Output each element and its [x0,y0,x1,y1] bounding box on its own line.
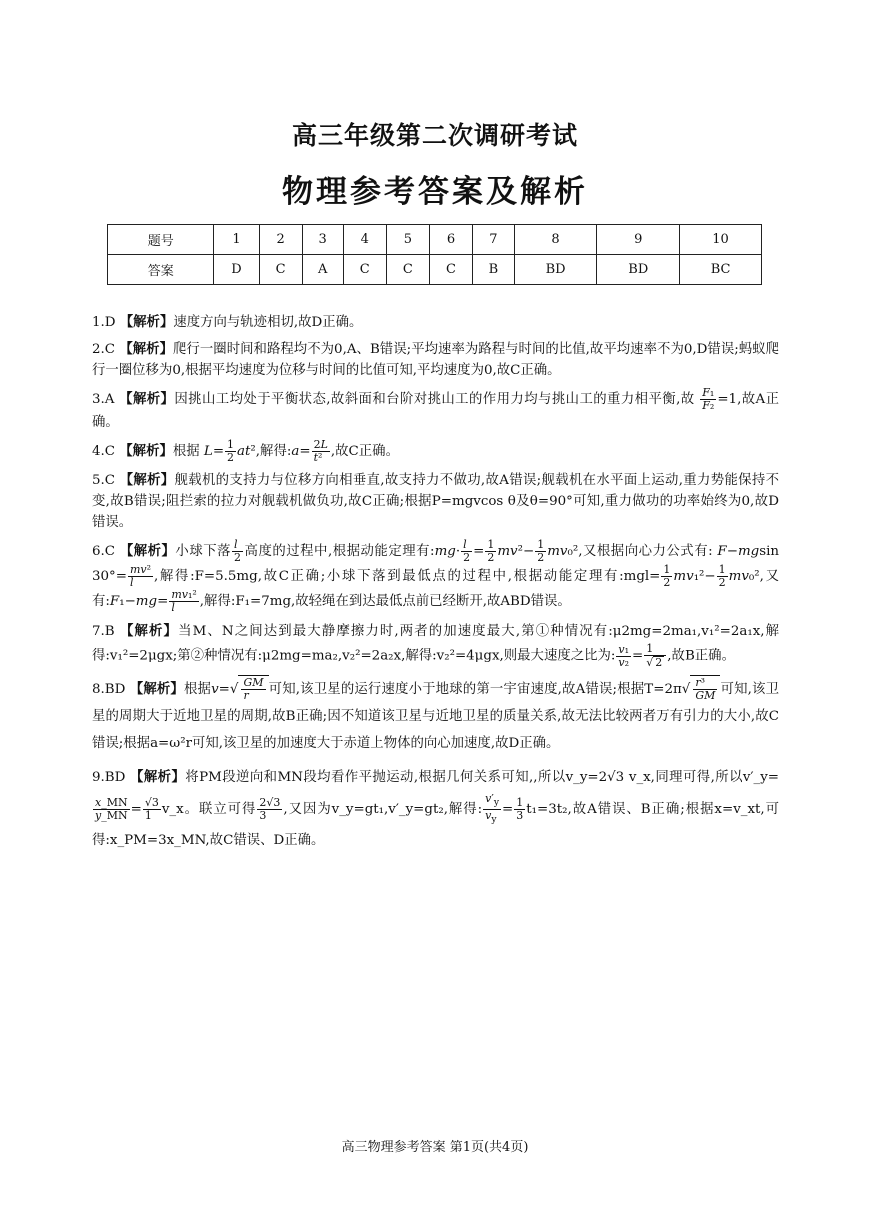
solution-number: 1.D [92,315,116,330]
answer-cell: B [473,255,515,285]
question-number-cell: 2 [259,225,302,255]
explanation-tag: 【解析】 [129,682,184,697]
explanation-tag: 【解析】 [130,770,186,785]
answer-cell: C [259,255,302,285]
table-header-cell: 题号 [108,225,214,255]
question-number-cell: 9 [597,225,680,255]
formula-fraction: $\frac{1}{√ 2}$ [644,643,666,669]
solution-text: ,故B正确。 [667,648,735,664]
explanation-tag: 【解析】 [119,315,174,330]
solution-4: 4.C 【解析】根据 L= $\frac{1}{2}$ at²,解得:a= $\frac{2L}{\text{t²}}$ ,故C正确。 [92,438,399,464]
answer-cell: C [386,255,429,285]
solution-9: 9.BD 【解析】将PM段逆向和MN段均看作平抛运动,根据几何关系可知,,所以v_y=2√3 v_x,同理可得,所以v′_y= $\frac{x\_MN}{y\_MN}$ = $\frac{√3}{1}$ v_x。联立可得 $\frac{2√3}{3}$ ,又因为v_y=gt₁,v′_y=gt₂,解得: $\frac{v'_y}{v_y}$ = $\frac{1}{3}$ t₁=3t₂,故A错误、B正确;根据x=v_xt,可得:x_PM=3x_MN,故C错误、D正确。 [92,770,780,849]
solution-number: 7.B [92,624,115,639]
question-number-cell: 10 [680,225,762,255]
formula-fraction: $\frac{2L}{\text{t²}}$ [313,438,328,464]
solution-text: 因挑山工均处于平衡状态,故斜面和台阶对挑山工的作用力均与挑山工的重力相平衡,故 [174,392,695,407]
solution-text: 当M、N之间达到最大静摩擦力时,两者的加速度最大,第①种情况有:μ2mg=2ma₁,v₁²=2a₁x,解得:v₁²=2μgx;第②种情况有:μ2mg=ma₂,v₂²=2a₂x,解得:v₂²=4μgx,则最大速度之比为: [92,624,780,664]
formula-fraction: $\frac{1}{3}$ [516,796,524,823]
formula-fraction: $\frac{1}{2}$ [537,538,545,564]
solution-6: 6.C 【解析】小球下落 $\frac{l}{2}$ 高度的过程中,根据动能定理有:mg· $\frac{l}{2}$ = $\frac{1}{2}$ mv²− $\frac{1}{2}$ mv₀²,又根据向心力公式有: F−mgsin 30°= $\frac{\text{mv²}}{l}$ ,解得:F=5.5mg,故C正确;小球下落到最低点的过程中,根据动能定理有:mgl= $\frac{1}{2}$ mv₁²− $\frac{1}{2}$ mv₀²,又有:F₁−mg= $\frac{\text{mv₁²}}{l}$ ,解得:F₁=7mg,故轻绳在到达最低点前已经断开,故ABD错误。 [92,538,779,614]
solution-number: 6.C [92,544,116,559]
table-header-cell: 答案 [108,255,214,285]
solution-text: 舰载机的支持力与位移方向相垂直,故支持力不做功,故A错误;舰载机在水平面上运动,重力势能保持不变,故B错误;阻拦索的拉力对舰载机做负功,故C正确;根据P=mgvcos θ及θ=90°可知,重力做功的功率始终为0,故D错误。 [92,473,780,530]
solution-text: 高度的过程中,根据动能定理有: [244,544,435,559]
solution-2 [92,339,779,381]
answer-cell: C [343,255,386,285]
formula: L [203,444,213,459]
question-number-cell: 1 [214,225,259,255]
answer-cell: D [214,255,259,285]
solution-text: 爬行一圈时间和路程均不为0,A、B错误;平均速率为路程与时间的比值,故平均速率不为0,D错误;蚂蚁爬行一圈位移为0,根据平均速度为位移与时间的比值可知,平均速度为0,故C正确。 [92,342,780,378]
explanation-tag: 【解析】 [120,624,179,639]
solution-text: ,解得:F₁=7mg,故轻绳在到达最低点前已经断开,故ABD错误。 [199,594,571,609]
solution-text: ,所以v′_y= [710,770,779,785]
question-number-cell: 6 [429,225,472,255]
question-number-cell: 7 [473,225,515,255]
solution-text: 2√3 v_x,同理可得 [598,770,711,785]
solution-text: ,解得:F=5.5mg,故C正确;小球下落到最低点的过程中,根据动能定理有:mgl= [154,569,661,584]
formula-fraction: $\frac{v'_y}{v_y}$ [485,792,500,826]
solution-number: 2.C [92,342,116,357]
formula-fraction: $\frac{\text{mv₁²}}{l}$ [171,588,197,614]
answer-cell: C [429,255,472,285]
solution-number: 9.BD [92,770,126,785]
formula-fraction: $\frac{x\_MN}{y\_MN}$ [95,796,128,823]
formula-fraction: $\frac{\text{v₁}}{\text{v₂}}$ [618,642,630,669]
solution-text: 根据 [183,682,212,697]
solution-text: ,又因为v_y=gt₁,v′_y=gt₂,解得: [283,802,483,818]
question-number-cell: 8 [514,225,597,255]
solution-text: t₁=3t₂,故A错误、B正确;根据x=v_xt,可得:x_PM=3x_MN,故C错误、D正确。 [92,802,780,849]
formula-fraction: $\frac{l}{2}$ [463,538,471,564]
explanation-tag: 【解析】 [119,544,176,559]
formula-fraction: $\frac{\text{F₁}}{\text{F₂}}$ [702,386,715,412]
solution-text: 小球下落 [175,544,232,559]
solution-text: ,解得: [255,444,292,459]
solution-text: ,故C正确。 [330,444,399,459]
formula-fraction: $\frac{\text{mv²}}{l}$ [129,563,152,589]
solution-text: ,又有: [92,569,779,609]
document-title: 物理参考答案及解析 [282,174,588,210]
formula-fraction: $\frac{GM}{r}$ [243,676,264,702]
solution-number: 8.BD [92,682,126,697]
page-footer: 高三物理参考答案 第1页(共4页) [341,1140,529,1155]
question-number-cell: 3 [302,225,343,255]
solution-7: 7.B 【解析】当M、N之间达到最大静摩擦力时,两者的加速度最大,第①种情况有:μ2mg=2ma₁,v₁²=2a₁x,解得:v₁²=2μgx;第②种情况有:μ2mg=ma₂,v₂²=2a₂x,解得:v₂²=4μgx,则最大速度之比为: $\frac{\text{v₁}}{\text{v₂}}$ = $\frac{1}{√ 2}$ ,故B正确。 [92,624,780,669]
solution-text: ,所以v_y= [533,770,599,785]
formula-fraction: $\frac{1}{2}$ [227,438,235,464]
formula-fraction: $\frac{√3}{1}$ [144,796,159,823]
solution-text: ,又根据向心力公式有: [578,544,713,559]
answer-cell: A [302,255,343,285]
solution-text: =1,故A正确。 [92,392,780,430]
solution-text: 根据 [172,444,200,459]
formula-fraction: $\frac{1}{2}$ [487,538,495,564]
solution-text: 速度方向与轨迹相切,故D正确。 [173,315,363,330]
solution-number: 4.C [92,444,116,459]
answer-cell: BD [514,255,597,285]
answer-table [107,224,762,285]
answer-cell: BC [680,255,762,285]
solution-number: 3.A [92,392,115,407]
solution-text: 将PM段逆向和MN段均看作平抛运动,根据几何关系可知, [185,770,534,785]
answer-table-row-numbers [108,225,762,255]
formula-fraction: $\frac{\text{r³}}{GM}$ [695,676,716,702]
solution-text: 可知,该卫星的周期大于近地卫星的周期,故B正确;因不知道该卫星与近地卫星的质量关系,故无法比较两者万有引力的大小,故C错误;根据a=ω²r可知,该卫星的加速度大于赤道上物体的向心加速度,故D正确。 [92,682,779,751]
solution-1 [92,312,779,333]
solution-text: v_x。联立可得 [161,802,257,818]
answer-table-row-answers [108,255,762,285]
solutions-section [92,312,779,856]
formula-fraction: $\frac{1}{2}$ [718,563,726,589]
explanation-tag: 【解析】 [119,473,175,488]
formula-fraction: $\frac{2√3}{3}$ [259,796,281,823]
answer-cell: BD [597,255,680,285]
formula-fraction: $\frac{l}{2}$ [234,538,242,564]
question-number-cell: 5 [386,225,429,255]
question-number-cell: 4 [343,225,386,255]
solution-8: 8.BD 【解析】根据v=√ $\frac{GM}{r}$ 可知,该卫星的运行速度小于地球的第一宇宙速度,故A错误;根据T=2π√ $\frac{\text{r³}}{GM}$ 可知,该卫星的周期大于近地卫星的周期,故B正确;因不知道该卫星与近地卫星的质量关系,故无法比较两者万有引力的大小,故C错误;根据a=ω²r可知,该卫星的加速度大于赤道上物体的向心加速度,故D正确。 [92,676,779,751]
explanation-tag: 【解析】 [119,342,174,357]
exam-title: 高三年级第二次调研考试 [291,121,578,150]
explanation-tag: 【解析】 [119,392,175,407]
solution-5 [92,470,779,533]
solution-text: 可知,该卫星的运行速度小于地球的第一宇宙速度,故A错误;根据T= [268,682,665,697]
solution-number: 5.C [92,473,116,488]
solution-3 [92,387,779,433]
formula-fraction: $\frac{1}{2}$ [663,563,671,589]
explanation-tag: 【解析】 [119,444,173,459]
